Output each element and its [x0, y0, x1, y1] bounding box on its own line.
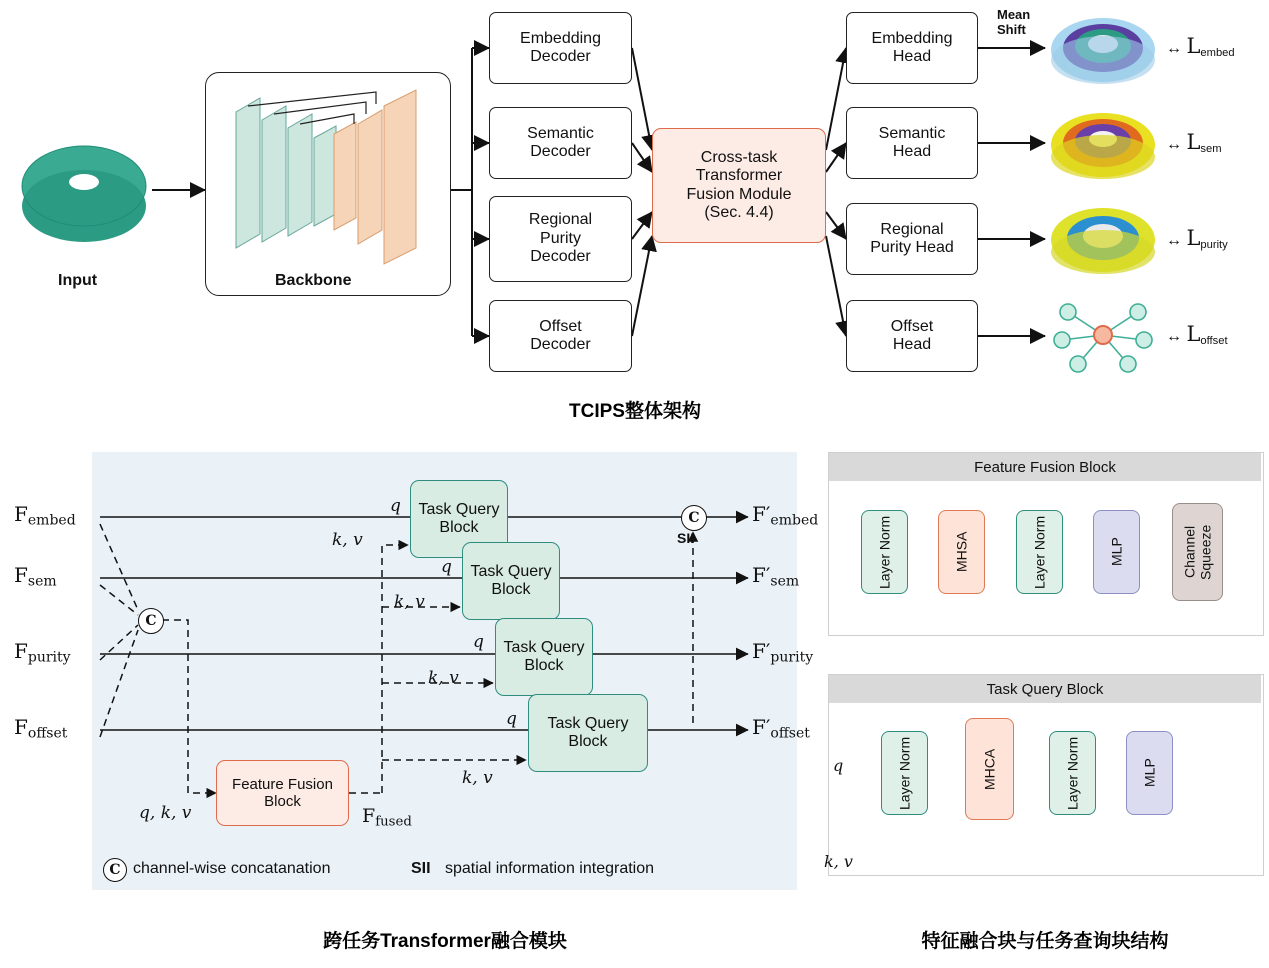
- legend-sii-icon: SII: [411, 860, 431, 877]
- offset-decoder-line2: Decoder: [530, 336, 591, 353]
- cross-task-fusion-module[interactable]: [652, 128, 826, 243]
- ffb-line1: Feature Fusion: [232, 775, 333, 793]
- mean-shift-label: [997, 8, 1030, 38]
- kv-label-1: k, v: [332, 530, 363, 550]
- loss-embed-sub: embed: [1200, 46, 1235, 59]
- tqb-layer-norm-2-label: Layer Norm: [1064, 736, 1081, 810]
- q-label-3: q: [473, 632, 484, 652]
- legend-concat-icon: C: [103, 858, 127, 882]
- regional-purity-decoder-line3: Decoder: [530, 248, 591, 266]
- embedding-decoder-line1: Embedding: [520, 29, 601, 47]
- loss-sem: [1166, 130, 1222, 155]
- task-query-block-2[interactable]: [462, 542, 560, 620]
- f-offset-symbol: F: [14, 715, 28, 739]
- loss-sem-sub: sem: [1200, 142, 1222, 155]
- offset-head-line2: Head: [892, 336, 932, 353]
- input-f-offset: [14, 715, 67, 742]
- tqb-mlp-label: MLP: [1141, 758, 1158, 788]
- output-f-embed: [752, 502, 818, 529]
- kv-label-2: k, v: [394, 592, 425, 612]
- loss-offset-symbol: L: [1186, 322, 1201, 346]
- fp-purity-symbol: F′: [752, 639, 771, 663]
- fp-offset-sub: offset: [770, 725, 810, 742]
- concat-marker-left: C: [138, 608, 164, 634]
- semantic-head[interactable]: [846, 107, 978, 179]
- task-query-block-title: Task Query Block: [986, 680, 1104, 698]
- loss-sem-arrow: ↔: [1166, 136, 1182, 153]
- ffb-layer-norm-1[interactable]: [861, 510, 908, 594]
- fusion-line4: (Sec. 4.4): [704, 203, 774, 221]
- caption-fusion-module: 跨任务Transformer融合模块: [323, 931, 567, 952]
- tqb-mhca-label: MHCA: [981, 748, 998, 790]
- loss-purity-arrow: ↔: [1166, 232, 1182, 249]
- caption-block-detail: 特征融合块与任务查询块结构: [921, 931, 1169, 952]
- fusion-line1: Cross-task: [700, 148, 778, 166]
- ffb-mlp-label: MLP: [1108, 537, 1125, 567]
- purity-result-cloud: [1048, 200, 1158, 278]
- q-label-1: q: [390, 496, 401, 516]
- output-f-offset: [752, 715, 810, 742]
- fp-embed-symbol: F′: [752, 502, 771, 526]
- f-offset-sub: offset: [27, 725, 68, 742]
- loss-offset: [1166, 322, 1228, 347]
- f-sem-sub: sem: [27, 573, 57, 590]
- loss-embed: [1166, 34, 1235, 59]
- tqb-input-q: q: [833, 756, 844, 775]
- concat-marker-sii: C: [681, 505, 707, 531]
- fp-sem-symbol: F′: [752, 563, 771, 587]
- tqb4-line1: Task Query: [547, 714, 629, 732]
- loss-embed-arrow: ↔: [1166, 40, 1182, 57]
- ffb-channel-squeeze[interactable]: [1172, 503, 1223, 601]
- ffb-layer-norm-2-label: Layer Norm: [1031, 515, 1048, 589]
- embedding-result-cloud: [1048, 10, 1158, 88]
- input-f-embed: [14, 502, 76, 529]
- offset-head[interactable]: [846, 300, 978, 372]
- tqb-layer-norm-1-label: Layer Norm: [896, 736, 913, 810]
- task-query-block-title-bar: [829, 675, 1261, 703]
- regional-purity-head[interactable]: [846, 203, 978, 275]
- input-f-purity: [14, 639, 71, 666]
- ffb-layer-norm-2[interactable]: [1016, 510, 1063, 594]
- sii-label: SII: [677, 530, 695, 546]
- fp-embed-sub: embed: [770, 512, 819, 529]
- input-f-sem: [14, 563, 57, 590]
- loss-purity-sub: purity: [1200, 238, 1228, 251]
- semantic-head-line1: Semantic: [878, 124, 946, 142]
- q-label-2: q: [441, 557, 452, 577]
- loss-embed-symbol: L: [1186, 34, 1201, 58]
- fusion-line3: Fusion Module: [686, 185, 792, 203]
- legend-concat-text: channel-wise concatanation: [133, 860, 331, 877]
- task-query-block-3[interactable]: [495, 618, 593, 696]
- f-fused-symbol: F: [362, 805, 376, 827]
- fusion-line2: Transformer: [695, 167, 783, 185]
- tqb2-line2: Block: [491, 581, 531, 598]
- f-purity-sub: purity: [27, 649, 71, 666]
- embedding-decoder[interactable]: [489, 12, 632, 84]
- ffb-line2: Block: [264, 793, 301, 810]
- tqb-mhca[interactable]: [965, 718, 1014, 820]
- semantic-head-line2: Head: [892, 143, 932, 160]
- input-label: Input: [58, 272, 98, 289]
- qkv-label: q, k, v: [139, 803, 192, 823]
- mean-shift-line2: Shift: [997, 21, 1026, 37]
- backbone-label: Backbone: [275, 272, 352, 289]
- tqb-layer-norm-1[interactable]: [881, 731, 928, 815]
- tqb3-line2: Block: [524, 657, 564, 674]
- regional-purity-decoder-line2: Purity: [540, 229, 581, 247]
- fp-purity-sub: purity: [770, 649, 814, 666]
- ffb-layer-norm-1-label: Layer Norm: [876, 515, 893, 589]
- tqb2-line1: Task Query: [470, 562, 552, 580]
- fp-offset-symbol: F′: [752, 715, 771, 739]
- tqb3-line1: Task Query: [503, 638, 585, 656]
- backbone-layers: [216, 84, 440, 284]
- feature-fusion-block-title: Feature Fusion Block: [974, 458, 1116, 476]
- embedding-head-line2: Head: [892, 48, 932, 65]
- ffb-mhsa-label: MHSA: [953, 531, 970, 573]
- f-sem-symbol: F: [14, 563, 28, 587]
- embedding-head-line1: Embedding: [871, 29, 953, 47]
- f-fused-label: [362, 805, 412, 829]
- f-embed-sub: embed: [27, 512, 76, 529]
- q-label-4: q: [506, 709, 517, 729]
- loss-offset-arrow: ↔: [1166, 328, 1182, 345]
- ffb-mhsa[interactable]: [938, 510, 985, 594]
- loss-offset-sub: offset: [1200, 334, 1228, 347]
- tqb1-line1: Task Query: [418, 500, 500, 518]
- semantic-decoder[interactable]: [489, 107, 632, 179]
- offset-decoder[interactable]: [489, 300, 632, 372]
- ffb-channel-squeeze-label: Channel Squeeze: [1181, 524, 1214, 580]
- fp-sem-sub: sem: [770, 573, 800, 590]
- regional-purity-decoder-line1: Regional: [528, 211, 593, 229]
- semantic-decoder-line1: Semantic: [527, 124, 594, 142]
- offset-decoder-line1: Offset: [539, 317, 582, 335]
- regional-purity-head-line2: Purity Head: [870, 239, 954, 256]
- output-f-sem: [752, 563, 799, 590]
- tqb4-line2: Block: [568, 733, 608, 750]
- output-f-purity: [752, 639, 813, 666]
- semantic-result-cloud: [1048, 105, 1158, 183]
- task-query-block-4[interactable]: [528, 694, 648, 772]
- kv-label-4: k, v: [462, 768, 493, 788]
- loss-purity: [1166, 226, 1228, 251]
- mean-shift-line1: Mean: [997, 7, 1031, 22]
- kv-label-3: k, v: [428, 668, 459, 688]
- f-embed-symbol: F: [14, 502, 28, 526]
- f-fused-sub: fused: [375, 814, 412, 830]
- feature-fusion-block-panel[interactable]: [216, 760, 349, 826]
- semantic-decoder-line2: Decoder: [530, 143, 591, 160]
- caption-architecture: TCIPS整体架构: [569, 401, 701, 422]
- input-point-cloud: [18, 120, 150, 248]
- offset-result-cloud: [1048, 296, 1158, 374]
- loss-sem-symbol: L: [1186, 130, 1201, 154]
- regional-purity-head-line1: Regional: [880, 220, 944, 238]
- feature-fusion-block-title-bar: [829, 453, 1261, 481]
- ffb-mlp[interactable]: [1093, 510, 1140, 594]
- loss-purity-symbol: L: [1186, 226, 1201, 250]
- regional-purity-decoder[interactable]: [489, 196, 632, 282]
- tqb-input-kv: k, v: [824, 852, 853, 871]
- tqb-layer-norm-2[interactable]: [1049, 731, 1096, 815]
- legend-sii-text: spatial information integration: [445, 860, 655, 877]
- embedding-head[interactable]: [846, 12, 978, 84]
- tqb-mlp[interactable]: [1126, 731, 1173, 815]
- embedding-decoder-line2: Decoder: [530, 48, 591, 65]
- offset-head-line1: Offset: [890, 317, 934, 335]
- f-purity-symbol: F: [14, 639, 28, 663]
- tqb1-line2: Block: [439, 519, 479, 536]
